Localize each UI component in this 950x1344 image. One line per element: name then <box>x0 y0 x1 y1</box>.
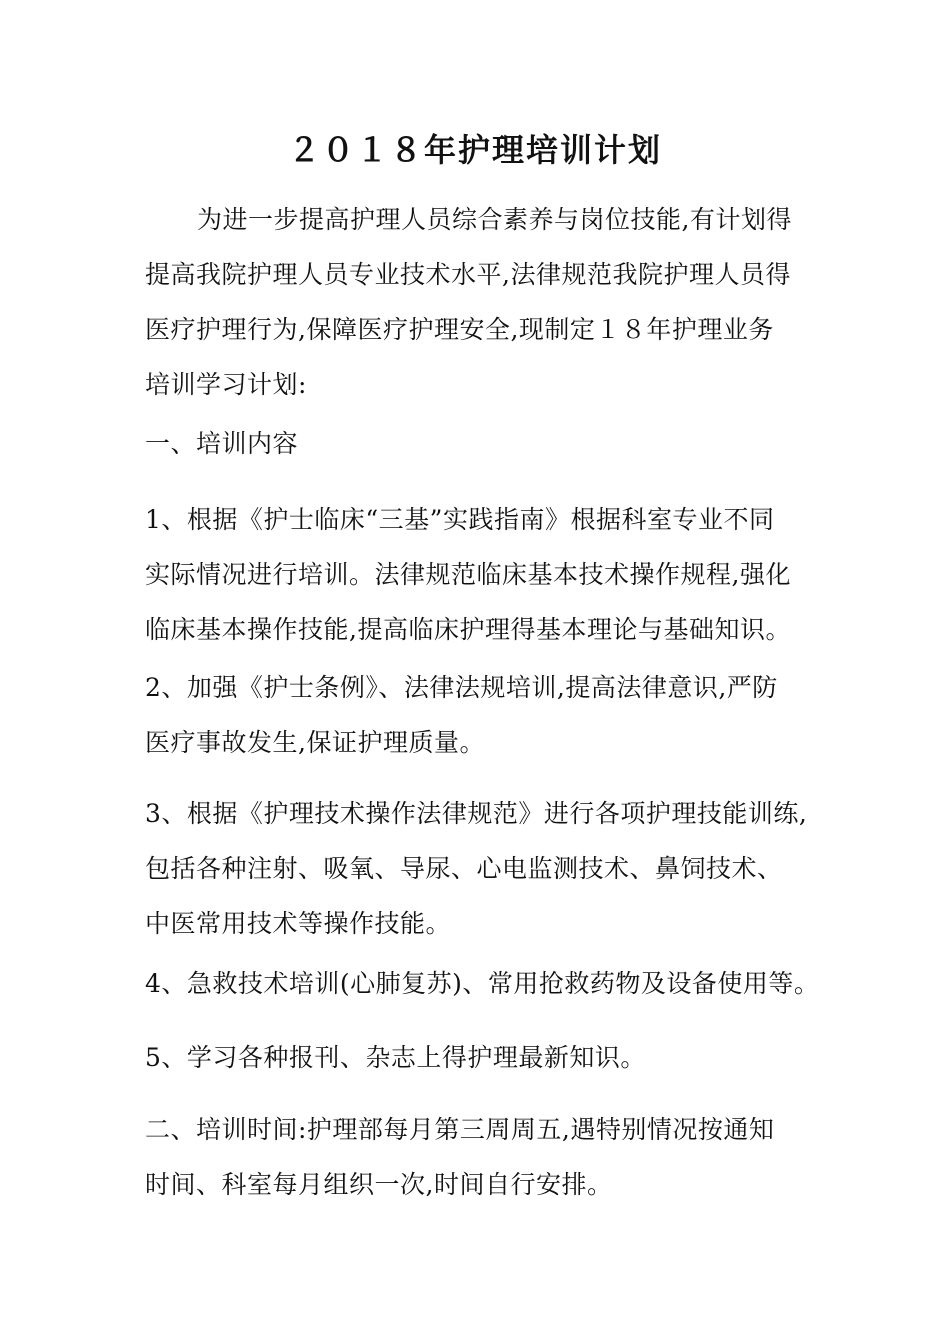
page-title: ２０１８年护理培训计划 <box>287 131 662 169</box>
item-line: 3、根据《护理技术操作法律规范》进行各项护理技能训练, <box>145 799 808 828</box>
item-3-paragraph <box>145 786 825 951</box>
intro-line: 为进一步提高护理人员综合素养与岗位技能,有计划得 <box>197 205 792 234</box>
item-line: 临床基本操作技能,提高临床护理得基本理论与基础知识。 <box>145 615 791 644</box>
intro-line: 培训学习计划: <box>145 370 307 399</box>
section-line: 时间、科室每月组织一次,时间自行安排。 <box>145 1170 613 1199</box>
item-line: 医疗事故发生,保证护理质量。 <box>145 728 485 757</box>
intro-line: 医疗护理行为,保障医疗护理安全,现制定１８年护理业务 <box>145 315 774 344</box>
section-heading: 一、培训内容 <box>145 429 299 458</box>
intro-paragraph <box>145 192 825 412</box>
item-1-paragraph <box>145 492 825 657</box>
item-line: 实际情况进行培训。法律规范临床基本技术操作规程,强化 <box>145 560 791 589</box>
item-line: 1、根据《护士临床“三基”实践指南》根据科室专业不同 <box>145 505 775 534</box>
intro-line: 提高我院护理人员专业技术水平,法律规范我院护理人员得 <box>145 260 791 289</box>
section-2-paragraph <box>145 1102 825 1212</box>
item-line: 5、学习各种报刊、杂志上得护理最新知识。 <box>145 1043 646 1072</box>
item-4-paragraph <box>145 956 825 1011</box>
item-line: 中医常用技术等操作技能。 <box>145 909 452 938</box>
item-line: 4、急救技术培训(心肺复苏)、常用抢救药物及设备使用等。 <box>145 969 820 998</box>
section-heading-content <box>145 416 825 471</box>
item-5-paragraph <box>145 1030 825 1085</box>
item-2-paragraph <box>145 660 825 770</box>
section-line: 二、培训时间:护理部每月第三周周五,遇特别情况按通知 <box>145 1115 775 1144</box>
item-line: 2、加强《护士条例》、法律法规培训,提高法律意识,严防 <box>145 673 778 702</box>
item-line: 包括各种注射、吸氧、导尿、心电监测技术、鼻饲技术、 <box>145 854 783 883</box>
